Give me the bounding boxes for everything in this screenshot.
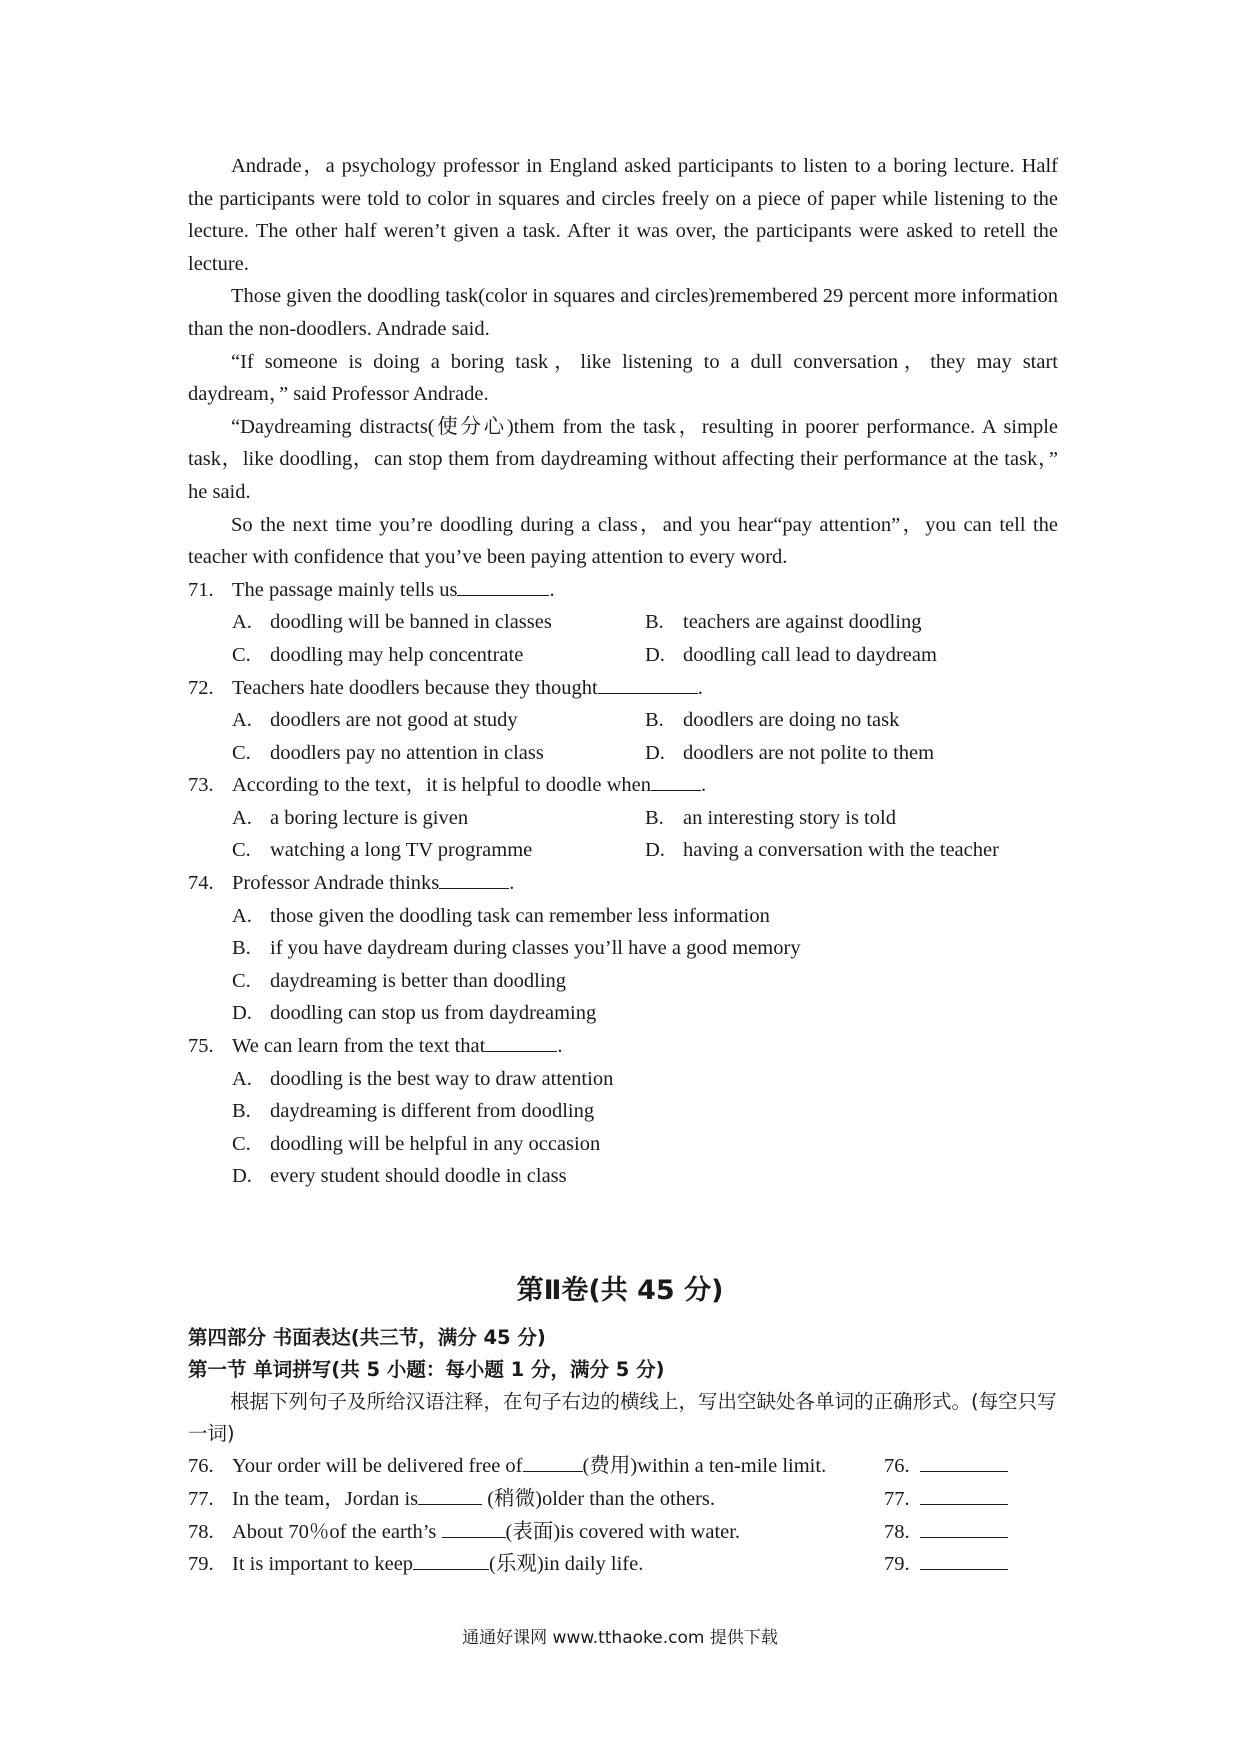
- writing-section: [188, 1322, 1068, 1581]
- passage-paragraph-2: Those given the doodling task(color in squares and circles)remembered 29 percent more information than the non-doodlers. Andrade said.: [188, 285, 1058, 340]
- option-letter: B.: [232, 1100, 251, 1123]
- option-letter: C.: [232, 643, 251, 666]
- option-letter: D.: [232, 1165, 252, 1188]
- option-b: [645, 606, 1058, 639]
- option-text: doodlers are doing no task: [683, 709, 900, 732]
- option-c: [188, 965, 1058, 998]
- option-letter: D.: [232, 1002, 252, 1025]
- item-text-before: In the team，Jordan is: [232, 1487, 419, 1510]
- option-d: [188, 997, 1058, 1030]
- item-text-after: (稍微)older than the others.: [482, 1487, 716, 1510]
- option-text: daydreaming is different from doodling: [270, 1100, 595, 1123]
- option-letter: A.: [232, 611, 252, 634]
- option-c: [232, 737, 645, 770]
- option-text: every student should doodle in class: [270, 1165, 567, 1188]
- option-d: [188, 1160, 1058, 1193]
- item-number: 76.: [188, 1455, 214, 1477]
- option-letter: D.: [645, 741, 665, 764]
- spelling-item-79: [188, 1548, 1068, 1581]
- options-row: [188, 737, 1058, 770]
- option-text: doodling may help concentrate: [270, 643, 524, 666]
- answer-blank: [598, 674, 698, 694]
- option-text: if you have daydream during classes you’ll have a good memory: [270, 937, 801, 960]
- option-d: [645, 834, 1058, 867]
- section-heading: 第一节 单词拼写(共 5 小题：每小题 1 分，满分 5 分): [188, 1358, 665, 1381]
- option-text: doodlers are not good at study: [270, 709, 518, 732]
- option-text: those given the doodling task can remember less information: [270, 904, 770, 927]
- option-text: doodling call lead to daydream: [683, 643, 937, 666]
- item-text-before: About 70％of the earth’s: [232, 1520, 442, 1543]
- item-text-after: (乐观)in daily life.: [489, 1553, 644, 1576]
- answer-blank: [439, 869, 509, 889]
- option-text: doodlers are not polite to them: [683, 741, 935, 764]
- question-stem: We can learn from the text that: [232, 1035, 486, 1058]
- option-letter: D.: [645, 839, 665, 862]
- answer-number: 76.: [884, 1455, 910, 1477]
- question-stem: According to the text，it is helpful to doodle when: [232, 774, 652, 797]
- answer-line[interactable]: [920, 1452, 1008, 1472]
- option-text: teachers are against doodling: [683, 611, 922, 634]
- passage-paragraph-5: So the next time you’re doodling during a class，and you hear“pay attention”，you can tell the teacher with confidence that you’ve been paying attention to every word.: [188, 513, 1058, 569]
- option-letter: B.: [645, 709, 664, 732]
- option-a: [232, 606, 645, 639]
- option-letter: C.: [232, 839, 251, 862]
- options-row: [188, 802, 1058, 835]
- option-letter: C.: [232, 969, 251, 992]
- item-text-before: It is important to keep: [232, 1553, 414, 1576]
- question-tail: .: [701, 774, 707, 797]
- option-letter: A.: [232, 806, 252, 829]
- option-c: [232, 834, 645, 867]
- options-row: [188, 704, 1058, 737]
- option-letter: C.: [232, 1132, 251, 1155]
- spelling-item-77: [188, 1483, 1068, 1516]
- question-73: [188, 769, 1058, 802]
- question-72: [188, 672, 1058, 705]
- question-stem: Professor Andrade thinks: [232, 872, 440, 895]
- option-letter: C.: [232, 741, 251, 764]
- page-footer: 通通好课网 www.tthaoke.com 提供下载: [462, 1628, 778, 1648]
- reading-passage-area: [188, 150, 1058, 1193]
- question-71: [188, 574, 1058, 607]
- question-tail: .: [509, 872, 515, 895]
- answer-number: 78.: [884, 1520, 910, 1543]
- option-b: [645, 704, 1058, 737]
- options-row: [188, 606, 1058, 639]
- passage-paragraph-4: “Daydreaming distracts(使分心)them from the task，resulting in poorer performance. A simple task，like doodling，can stop them from daydreaming without affecting their performance at the task，” he said.: [188, 415, 1058, 503]
- answer-line[interactable]: [920, 1485, 1008, 1505]
- answer-number: 79.: [884, 1553, 910, 1576]
- option-text: doodling will be banned in classes: [270, 611, 552, 634]
- option-text: watching a long TV programme: [270, 839, 533, 862]
- option-text: daydreaming is better than doodling: [270, 969, 567, 992]
- options-row: [188, 639, 1058, 672]
- question-number: 75.: [188, 1035, 214, 1058]
- instruction-text: 根据下列句子及所给汉语注释，在句子右边的横线上，写出空缺处各单词的正确形式。(每空只写一词): [188, 1390, 1057, 1445]
- option-d: [645, 639, 1058, 672]
- part-heading: 第四部分 书面表达(共三节，满分 45 分): [188, 1326, 546, 1349]
- option-c: [232, 639, 645, 672]
- inline-blank: [413, 1550, 489, 1570]
- option-letter: A.: [232, 1067, 252, 1090]
- option-letter: D.: [645, 643, 665, 666]
- answer-number: 77.: [884, 1487, 910, 1510]
- inline-blank: [418, 1485, 482, 1505]
- item-number: 78.: [188, 1520, 214, 1543]
- question-stem: Teachers hate doodlers because they thought: [232, 676, 598, 699]
- option-text: doodling is the best way to draw attention: [270, 1067, 614, 1090]
- option-text: doodling will be helpful in any occasion: [270, 1132, 601, 1155]
- passage-paragraph-3: “If someone is doing a boring task，like listening to a dull conversation，they may start daydream，” said Professor Andrade.: [188, 350, 1058, 406]
- option-text: having a conversation with the teacher: [683, 839, 999, 862]
- spelling-item-76: [188, 1450, 1068, 1483]
- answer-line[interactable]: [920, 1550, 1008, 1570]
- question-tail: .: [549, 578, 555, 601]
- option-text: doodling can stop us from daydreaming: [270, 1002, 597, 1025]
- inline-blank: [523, 1452, 583, 1472]
- answer-blank: [651, 771, 701, 791]
- question-number: 74.: [188, 872, 214, 895]
- option-a: [188, 900, 1058, 933]
- answer-blank: [485, 1032, 557, 1052]
- item-text-after: (表面)is covered with water.: [505, 1520, 741, 1543]
- question-number: 72.: [188, 676, 214, 699]
- option-letter: B.: [232, 937, 251, 960]
- option-b: [188, 1095, 1058, 1128]
- option-text: a boring lecture is given: [270, 806, 469, 829]
- item-text-before: Your order will be delivered free of: [232, 1455, 523, 1477]
- answer-blank: [457, 576, 549, 596]
- question-tail: .: [697, 676, 703, 699]
- question-number: 71.: [188, 578, 214, 601]
- item-text-after: (费用)within a ten-mile limit.: [582, 1455, 827, 1477]
- question-stem: The passage mainly tells us: [232, 578, 458, 601]
- option-b: [188, 932, 1058, 965]
- option-a: [232, 704, 645, 737]
- option-letter: A.: [232, 904, 252, 927]
- option-letter: B.: [645, 806, 664, 829]
- question-tail: .: [557, 1035, 563, 1058]
- option-letter: A.: [232, 709, 252, 732]
- options-row: [188, 834, 1058, 867]
- question-74: [188, 867, 1058, 900]
- option-a: [188, 1063, 1058, 1096]
- answer-line[interactable]: [920, 1518, 1008, 1538]
- question-75: [188, 1030, 1058, 1063]
- question-number: 73.: [188, 774, 214, 797]
- option-a: [232, 802, 645, 835]
- option-d: [645, 737, 1058, 770]
- passage-paragraph-1: Andrade，a psychology professor in England asked participants to listen to a boring lecture. Half the participants were told to color in squares and circles freely on a piece of paper while listening to the lecture. The other half weren’t given a task. After it was over, the participants were asked to retell the lecture.: [188, 155, 1058, 275]
- part-ii-title: 第Ⅱ卷(共 45 分): [516, 1275, 724, 1306]
- option-c: [188, 1128, 1058, 1161]
- option-text: an interesting story is told: [683, 806, 896, 829]
- option-text: doodlers pay no attention in class: [270, 741, 544, 764]
- option-b: [645, 802, 1058, 835]
- item-number: 77.: [188, 1487, 214, 1510]
- spelling-item-78: [188, 1516, 1068, 1549]
- item-number: 79.: [188, 1553, 214, 1576]
- option-letter: B.: [645, 611, 664, 634]
- inline-blank: [442, 1518, 506, 1538]
